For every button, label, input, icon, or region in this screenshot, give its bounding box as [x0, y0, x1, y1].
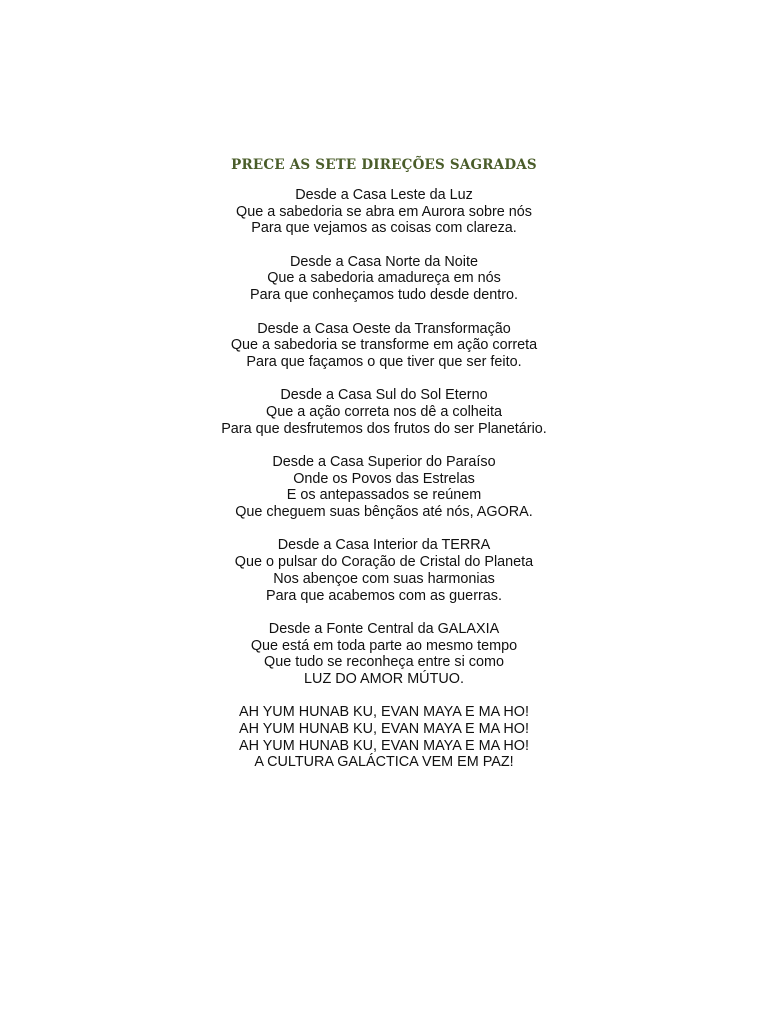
poem-line: LUZ DO AMOR MÚTUO. [304, 670, 464, 687]
stanza-east [0, 187, 768, 237]
poem-line: Desde a Casa Leste da Luz [295, 187, 473, 203]
stanza-center [0, 621, 768, 688]
stanza-north [0, 254, 768, 304]
poem-line: Que tudo se reconheça entre si como [264, 654, 504, 671]
poem-line: Para que vejamos as coisas com clareza. [251, 220, 517, 237]
poem-line: AH YUM HUNAB KU, EVAN MAYA E MA HO! [238, 704, 529, 721]
poem-line: A CULTURA GALÁCTICA VEM EM PAZ! [254, 754, 514, 771]
document-title: PRECE AS SETE DIREÇÕES SAGRADAS [231, 157, 537, 173]
poem-line: Desde a Casa Superior do Paraíso [272, 454, 496, 470]
stanza-above [0, 454, 768, 521]
poem-line: Que a sabedoria amadureça em nós [267, 270, 501, 287]
poem-line: Que está em toda parte ao mesmo tempo [250, 637, 518, 654]
stanza-west [0, 321, 768, 371]
poem-line: Que a sabedoria se abra em Aurora sobre nós [236, 203, 532, 220]
poem-line: Que o pulsar do Coração de Cristal do Planeta [234, 554, 534, 571]
poem-line: Desde a Casa Interior da TERRA [277, 537, 491, 554]
poem-line: Para que conheçamos tudo desde dentro. [249, 287, 518, 304]
poem-line: Que cheguem suas bênçãos até nós, AGORA. [235, 504, 533, 521]
poem-line: Que a sabedoria se transforme em ação correta [230, 337, 538, 354]
poem-line: Para que façamos o que tiver que ser feito. [246, 353, 522, 370]
poem-line: E os antepassados se reúnem [286, 487, 482, 504]
stanza-south [0, 387, 768, 437]
poem-line: Que a ação correta nos dê a colheita [266, 403, 502, 420]
poem-body [0, 187, 768, 788]
poem-line: AH YUM HUNAB KU, EVAN MAYA E MA HO! [238, 737, 529, 754]
stanza-below [0, 537, 768, 604]
poem-line: Desde a Casa Sul do Sol Eterno [280, 387, 488, 404]
stanza-closing [0, 704, 768, 771]
poem-line: Para que desfrutemos dos frutos do ser Planetário. [221, 420, 547, 437]
poem-line: AH YUM HUNAB KU, EVAN MAYA E MA HO! [238, 721, 529, 737]
poem-line: Onde os Povos das Estrelas [293, 470, 475, 487]
poem-line: Desde a Fonte Central da GALAXIA [268, 620, 500, 637]
poem-line: Desde a Casa Oeste da Transformação [257, 320, 511, 337]
poem-line: Nos abençoe com suas harmonias [273, 570, 495, 587]
poem-line: Desde a Casa Norte da Noite [290, 253, 478, 270]
poem-line: Para que acabemos com as guerras. [266, 587, 502, 604]
